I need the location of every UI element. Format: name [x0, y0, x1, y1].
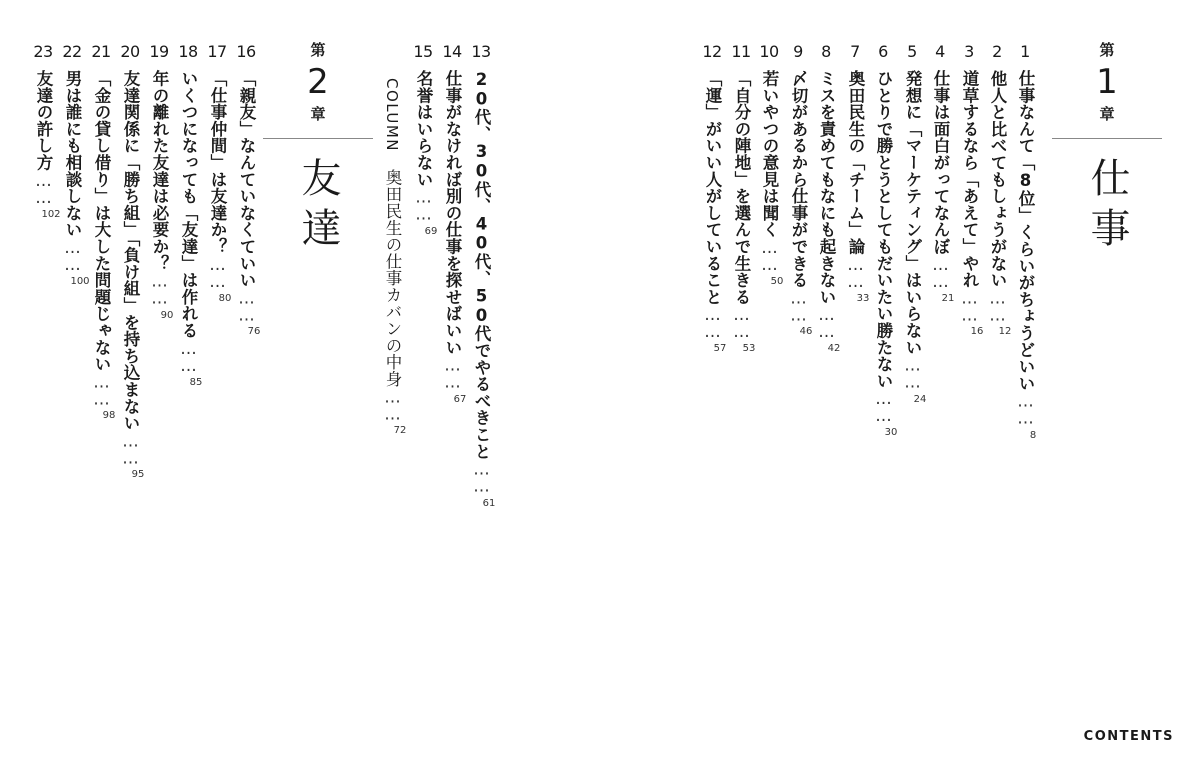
toc-entry-6[interactable]	[871, 42, 898, 439]
toc-entry-13[interactable]	[469, 42, 496, 510]
contents-label: CONTENTS	[1083, 729, 1174, 744]
toc-entry-4[interactable]	[928, 42, 955, 305]
leader-dots: ……	[383, 387, 402, 422]
entry-page: 98	[102, 410, 116, 422]
leader-dots: ……	[846, 254, 865, 289]
entry-page: 30	[884, 427, 898, 439]
entry-title: 仕事は面白がってなんぼ	[931, 70, 950, 255]
entry-title: 仕事なんて「8位」くらいがちょうどいい	[1016, 70, 1035, 392]
entry-number: 20	[120, 42, 140, 61]
entry-number: 3	[964, 42, 974, 61]
toc-entry-9[interactable]	[786, 42, 813, 338]
entry-title: 他人と比べてもしょうがない	[988, 70, 1007, 289]
chapter-title: 仕事	[1084, 157, 1130, 257]
entry-number: 11	[731, 42, 751, 61]
entry-title: 「運」がいい人がしていること	[703, 70, 722, 306]
entry-number: 7	[850, 42, 860, 61]
leader-dots: ……	[150, 271, 169, 306]
leader-dots: ……	[179, 338, 198, 373]
entry-number: 17	[207, 42, 227, 61]
entry-title: 友達の許し方	[34, 70, 53, 171]
entry-page: 102	[41, 208, 61, 220]
leader-dots: ……	[34, 170, 53, 205]
leader-dots: ……	[988, 288, 1007, 323]
entry-number: 4	[935, 42, 945, 61]
entry-number: 6	[878, 42, 888, 61]
entry-page: 80	[218, 292, 232, 304]
leader-dots: ……	[1016, 391, 1035, 426]
leader-dots: ……	[208, 254, 227, 289]
entry-page: 85	[189, 376, 203, 388]
entry-number: 21	[91, 42, 111, 61]
entry-title: 発想に「マーケティング」はいらない	[903, 70, 922, 356]
entry-number: 10	[759, 42, 779, 61]
leader-dots: ……	[121, 431, 140, 466]
toc-entry-19[interactable]	[147, 42, 174, 322]
entry-title: 年の離れた友達は必要か？	[150, 70, 169, 272]
leader-dots: ……	[472, 459, 491, 494]
toc-entry-3[interactable]	[957, 42, 984, 338]
entry-title: 若いやつの意見は聞く	[760, 70, 779, 238]
entry-title: 名誉はいらない	[414, 70, 433, 188]
chapter-suffix: 章	[1099, 105, 1115, 123]
toc-entry-21[interactable]	[89, 42, 116, 422]
chapter-suffix: 章	[310, 105, 326, 123]
toc-entry-2[interactable]	[985, 42, 1012, 338]
entry-title: ミスを責めてもなにも起きない	[817, 70, 836, 306]
entry-page: 57	[713, 343, 727, 355]
toc-entry-23[interactable]	[31, 42, 61, 221]
entry-page: 76	[247, 326, 261, 338]
toc-entry-7[interactable]	[843, 42, 870, 305]
leader-dots: ……	[789, 288, 808, 323]
chapter-prefix: 第	[1099, 41, 1115, 59]
toc-entry-15[interactable]	[411, 42, 438, 238]
leader-dots: ……	[874, 389, 893, 424]
toc-entry-16[interactable]	[234, 42, 261, 338]
entry-page: 95	[131, 469, 145, 481]
entry-title: 20代、30代、40代、50代でやるべきこと	[472, 70, 491, 460]
leader-dots: ……	[903, 355, 922, 390]
chapter-divider	[263, 138, 373, 139]
entry-page: 53	[742, 343, 756, 355]
entry-title: 奥田民生の「チーム」論	[846, 70, 865, 255]
entry-title: 友達関係に「勝ち組」「負け組」を持ち込まない	[121, 70, 140, 432]
entry-page: 61	[482, 497, 496, 509]
entry-number: 2	[992, 42, 1002, 61]
leader-dots: ……	[732, 305, 751, 340]
chapter-1-header	[1052, 40, 1162, 257]
chapter-title: 友達	[295, 157, 341, 257]
entry-number: 23	[33, 42, 53, 61]
chapter-number: 1	[1096, 62, 1118, 102]
entry-number: 18	[178, 42, 198, 61]
entry-page: 100	[70, 276, 90, 287]
entry-page: 69	[424, 225, 438, 237]
chapter-divider	[1052, 138, 1162, 139]
entry-page: 12	[998, 326, 1012, 338]
entry-number: 19	[149, 42, 169, 61]
leader-dots: ……	[414, 187, 433, 222]
entry-number: 22	[62, 42, 82, 61]
toc-entry-22[interactable]	[60, 42, 90, 288]
column-title: 奥田民生の仕事カバンの中身	[383, 168, 402, 388]
toc-entry-20[interactable]	[118, 42, 145, 481]
leader-dots: ……	[63, 238, 82, 272]
toc-entry-1[interactable]	[1013, 42, 1037, 442]
toc-entry-18[interactable]	[176, 42, 203, 389]
leader-dots: ……	[817, 305, 836, 340]
entry-number: 9	[793, 42, 803, 61]
entry-number: 8	[821, 42, 831, 61]
toc-column-entry[interactable]	[380, 70, 407, 437]
entry-number: 15	[413, 42, 433, 61]
entry-title: 「金の貸し借り」は大した問題じゃない	[92, 70, 111, 373]
leader-dots: ……	[931, 254, 950, 289]
toc-entry-5[interactable]	[900, 42, 927, 406]
toc-entry-14[interactable]	[440, 42, 467, 406]
entry-title: 「親友」なんていなくていい	[237, 70, 256, 289]
entry-title: いくつになっても「友達」は作れる	[179, 70, 198, 339]
leader-dots: ……	[443, 355, 462, 390]
toc-entry-12[interactable]	[700, 42, 727, 355]
leader-dots: ……	[237, 288, 256, 323]
entry-number: 1	[1020, 42, 1030, 61]
toc-entry-10[interactable]	[757, 42, 784, 288]
entry-page: 16	[970, 326, 984, 338]
entry-page: 8	[1029, 429, 1037, 441]
entry-page: 21	[941, 292, 955, 304]
chapter-2-header	[263, 40, 373, 257]
entry-number: 5	[907, 42, 917, 61]
toc-entry-8[interactable]	[814, 42, 841, 355]
entry-title: 仕事がなければ別の仕事を探せばいい	[443, 70, 462, 356]
toc-entry-17[interactable]	[205, 42, 232, 305]
entry-title: 「仕事仲間」は友達か？	[208, 70, 227, 255]
entry-title: 男は誰にも相談しない	[63, 70, 82, 238]
entry-title: 道草するなら「あえて」やれ	[960, 70, 979, 289]
entry-page: 90	[160, 309, 174, 321]
entry-title: 〆切があるから仕事ができる	[789, 70, 808, 289]
leader-dots: ……	[960, 288, 979, 323]
entry-page: 46	[799, 326, 813, 338]
column-page: 72	[393, 425, 407, 437]
entry-title: ひとりで勝とうとしてもだいたい勝たない	[874, 70, 893, 390]
leader-dots: ……	[92, 372, 111, 407]
entry-page: 33	[856, 292, 870, 304]
leader-dots: ……	[760, 238, 779, 272]
toc-entry-11[interactable]	[729, 42, 756, 355]
entry-page: 50	[770, 276, 784, 287]
chapter-prefix: 第	[310, 41, 326, 59]
chapter-number: 2	[307, 62, 329, 102]
column-label: COLUMN	[383, 78, 401, 153]
leader-dots: ……	[703, 305, 722, 340]
entry-title: 「自分の陣地」を選んで生きる	[732, 70, 751, 306]
entry-page: 42	[827, 343, 841, 355]
entry-number: 12	[702, 42, 722, 61]
entry-number: 16	[236, 42, 256, 61]
entry-page: 24	[913, 393, 927, 405]
entry-number: 13	[471, 42, 491, 61]
entry-number: 14	[442, 42, 462, 61]
entry-page: 67	[453, 393, 467, 405]
